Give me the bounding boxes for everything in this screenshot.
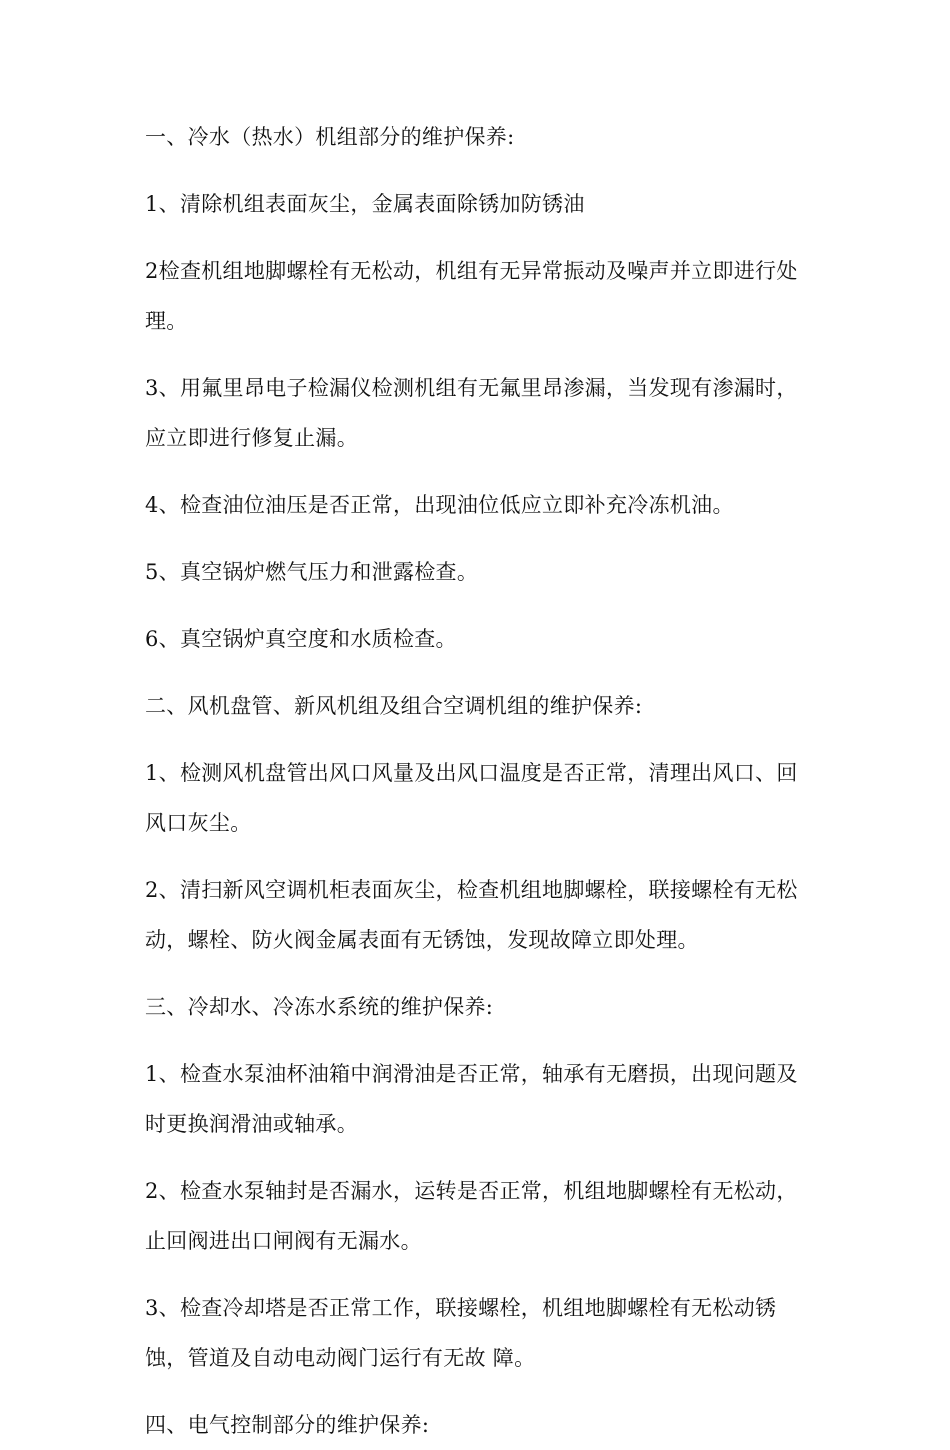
paragraph-1-5: 5、真空锅炉燃气压力和泄露检查。 <box>145 560 479 584</box>
paragraph-1-2: 2检查机组地脚螺栓有无松动，机组有无异常振动及噪声并立即进行处理。 <box>145 259 798 333</box>
paragraph-1-1: 1、清除机组表面灰尘，金属表面除锈加防锈油 <box>145 192 585 216</box>
paragraph-3-3: 3、检查冷却塔是否正常工作，联接螺栓，机组地脚螺栓有无松动锈蚀，管道及自动电动阀门运行有无故 障。 <box>145 1296 777 1370</box>
paragraph-2-1: 1、检测风机盘管出风口风量及出风口温度是否正常，清理出风口、回风口灰尘。 <box>145 761 798 835</box>
document-body <box>145 112 815 1450</box>
section-heading-1: 一、冷水（热水）机组部分的维护保养: <box>145 125 515 149</box>
section-heading-3: 三、冷却水、冷冻水系统的维护保养: <box>145 995 494 1019</box>
section-heading-4: 四、电气控制部分的维护保养: <box>145 1413 430 1437</box>
paragraph-1-6: 6、真空锅炉真空度和水质检查。 <box>145 627 457 651</box>
paragraph-1-3: 3、用氟里昂电子检漏仪检测机组有无氟里昂渗漏，当发现有渗漏时，应立即进行修复止漏。 <box>145 376 798 450</box>
paragraph-1-4: 4、检查油位油压是否正常，出现油位低应立即补充冷冻机油。 <box>145 493 734 517</box>
paragraph-2-2: 2、清扫新风空调机柜表面灰尘，检查机组地脚螺栓，联接螺栓有无松动，螺栓、防火阀金属表面有无锈蚀，发现故障立即处理。 <box>145 878 798 952</box>
paragraph-3-1: 1、检查水泵油杯油箱中润滑油是否正常，轴承有无磨损，出现问题及时更换润滑油或轴承。 <box>145 1062 798 1136</box>
paragraph-3-2: 2、检查水泵轴封是否漏水，运转是否正常，机组地脚螺栓有无松动，止回阀进出口闸阀有无漏水。 <box>145 1179 798 1253</box>
section-heading-2: 二、风机盘管、新风机组及组合空调机组的维护保养: <box>145 694 643 718</box>
